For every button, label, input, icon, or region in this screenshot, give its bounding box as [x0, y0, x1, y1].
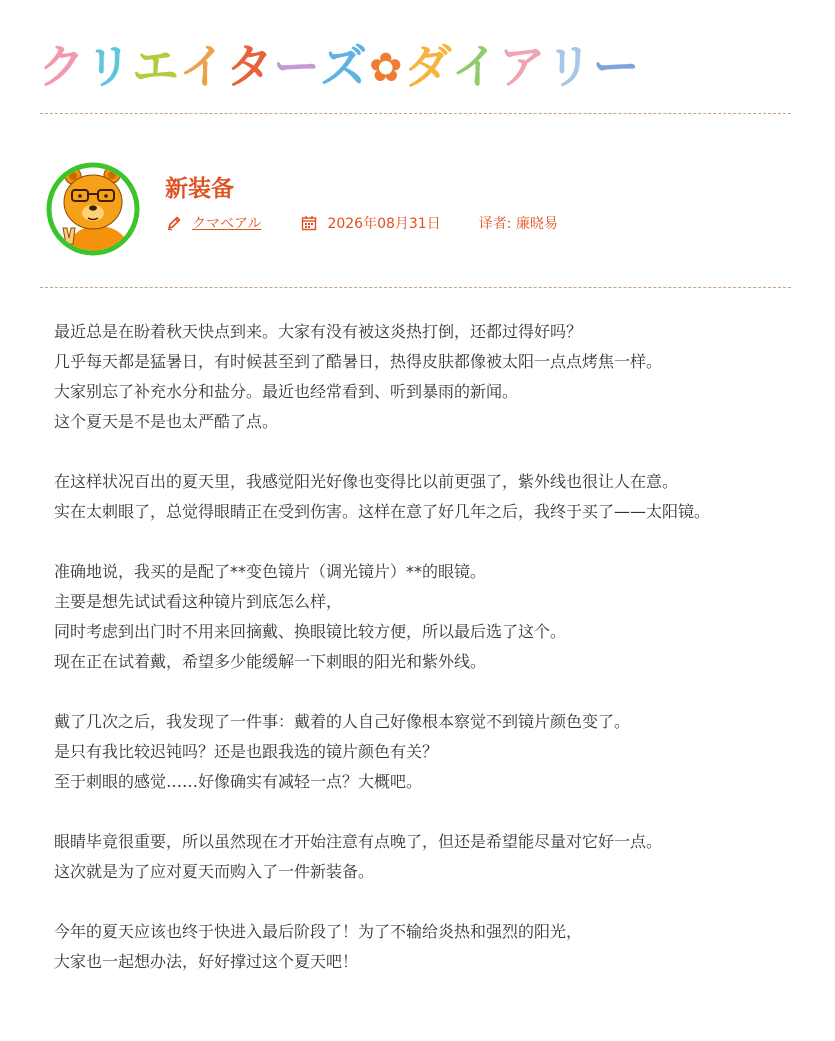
content-line: 今年的夏天应该也终于快进入最后阶段了！为了不输给炎热和强烈的阳光， [54, 922, 583, 941]
content-line: 这个夏天是不是也太严酷了点。 [54, 412, 279, 431]
logo-char: ク [38, 40, 84, 95]
content-paragraph [54, 467, 814, 527]
header-divider [40, 113, 791, 114]
content-paragraph [54, 917, 814, 977]
logo-char: エ [132, 40, 178, 95]
content-line: 最近总是在盼着秋天快点到来。大家有没有被这炎热打倒，还都过得好吗？ [54, 322, 583, 341]
content-line: 现在正在试着戴，希望多少能缓解一下刺眼的阳光和紫外线。 [54, 652, 487, 671]
logo-char: ズ [320, 40, 366, 95]
content-line: 是只有我比较迟钝吗？还是也跟我选的镜片颜色有关？ [54, 742, 439, 761]
logo-char: ダ [404, 40, 451, 95]
content-paragraph [54, 317, 814, 437]
content-line: 戴了几次之后，我发现了一件事：戴着的人自己好像根本察觉不到镜片颜色变了。 [54, 712, 631, 731]
post-meta [166, 212, 558, 234]
content-line: 准确地说，我买的是配了**变色镜片（调光镜片）**的眼镜。 [54, 562, 487, 581]
content-line: 这次就是为了应对夏天而购入了一件新装备。 [54, 862, 375, 881]
content-line: 眼睛毕竟很重要，所以虽然现在才开始注意有点晚了，但还是希望能尽量对它好一点。 [54, 832, 663, 851]
meta-divider [40, 287, 791, 288]
post-date-text: 2026年08月31日 [327, 216, 441, 232]
logo-char: タ [226, 40, 272, 95]
content-line: 主要是想先试试看这种镜片到底怎么样， [54, 592, 343, 611]
logo-char: リ [545, 40, 592, 95]
content-paragraph [54, 707, 814, 797]
logo-char: ✿ [369, 45, 402, 91]
content-line: 大家也一起想办法，好好撑过这个夏天吧！ [54, 952, 359, 971]
post-title: 新装备 [165, 176, 234, 202]
content-line: 至于刺眼的感觉……好像确实有减轻一点？大概吧。 [54, 772, 423, 791]
post-date [301, 213, 440, 233]
post-content [54, 317, 814, 1007]
post-author [166, 213, 261, 233]
logo-char: リ [85, 40, 131, 95]
logo-char: ア [498, 40, 545, 95]
content-paragraph [54, 557, 814, 677]
content-line: 大家别忘了补充水分和盐分。最近也经常看到、听到暴雨的新闻。 [54, 382, 519, 401]
content-line: 几乎每天都是猛暑日，有时候甚至到了酷暑日，热得皮肤都像被太阳一点点烤焦一样。 [54, 352, 663, 371]
logo-char: ー [273, 40, 319, 95]
logo-char: イ [451, 40, 498, 95]
author-avatar [46, 162, 140, 256]
post-translator: 译者: 廉晓易 [478, 216, 558, 232]
logo-char: ー [592, 40, 639, 95]
content-line: 在这样状况百出的夏天里，我感觉阳光好像也变得比以前更强了，紫外线也很让人在意。 [54, 472, 679, 491]
content-line: 同时考虑到出门时不用来回摘戴、换眼镜比较方便，所以最后选了这个。 [54, 622, 567, 641]
calendar-icon [301, 215, 317, 231]
pencil-icon [166, 215, 182, 231]
author-link[interactable]: クマベアル [192, 216, 262, 232]
logo-char: イ [179, 40, 225, 95]
content-paragraph [54, 827, 814, 887]
site-logo[interactable] [38, 40, 639, 96]
content-line: 实在太刺眼了，总觉得眼睛正在受到伤害。这样在意了好几年之后，我终于买了——太阳镜。 [54, 502, 711, 521]
